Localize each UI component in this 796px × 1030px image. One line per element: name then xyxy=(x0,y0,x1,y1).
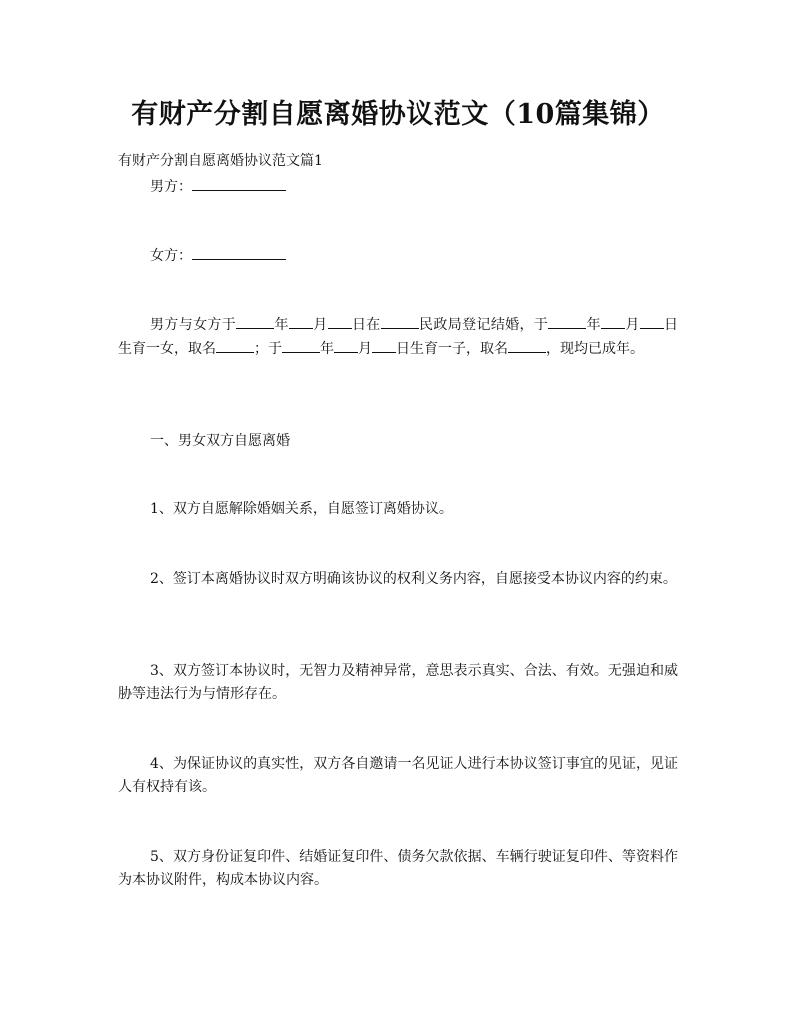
blank-civil-affairs-bureau xyxy=(381,313,419,329)
intro-paragraph: 男方与女方于 年 月 日在 民政局登记结婚，于 年 月 日生育一女，取名 ；于 年 月 日生育一子，取名 ，现均已成年。 xyxy=(118,313,678,361)
blank-daughter-day xyxy=(640,313,664,329)
blank-son-name xyxy=(508,337,546,353)
female-party-label: 女方： xyxy=(150,248,192,264)
article-heading: 有财产分割自愿离婚协议范文篇1 xyxy=(118,153,323,169)
blank-son-year xyxy=(282,337,320,353)
document-title: 有财产分割自愿离婚协议范文（10篇集锦） xyxy=(131,99,665,130)
female-party-blank xyxy=(192,244,286,260)
blank-marriage-day xyxy=(328,313,352,329)
blank-marriage-month xyxy=(289,313,313,329)
blank-daughter-month xyxy=(601,313,625,329)
clause-4: 4、为保证协议的真实性，双方各自邀请一名见证人进行本协议签订事宜的见证，见证人有权持有该。 xyxy=(118,756,678,795)
male-party-label: 男方： xyxy=(150,179,192,195)
clause-2: 2、签订本离婚协议时双方明确该协议的权利义务内容，自愿接受本协议内容的约束。 xyxy=(150,571,677,587)
clause-5: 5、双方身份证复印件、结婚证复印件、债务欠款依据、车辆行驶证复印件、等资料作为本协议附件，构成本协议内容。 xyxy=(118,849,678,888)
blank-marriage-year xyxy=(236,313,274,329)
female-party-field xyxy=(150,244,286,265)
clause-1: 1、双方自愿解除婚姻关系，自愿签订离婚协议。 xyxy=(150,501,453,517)
blank-daughter-year xyxy=(548,313,586,329)
clause-3: 3、双方签订本协议时，无智力及精神异常，意思表示真实、合法、有效。无强迫和威胁等违法行为与情形存在。 xyxy=(118,663,678,702)
male-party-field xyxy=(150,175,286,196)
blank-daughter-name xyxy=(216,337,254,353)
section-heading: 一、男女双方自愿离婚 xyxy=(150,433,290,449)
blank-son-month xyxy=(334,337,358,353)
male-party-blank xyxy=(192,175,286,191)
blank-son-day xyxy=(372,337,396,353)
